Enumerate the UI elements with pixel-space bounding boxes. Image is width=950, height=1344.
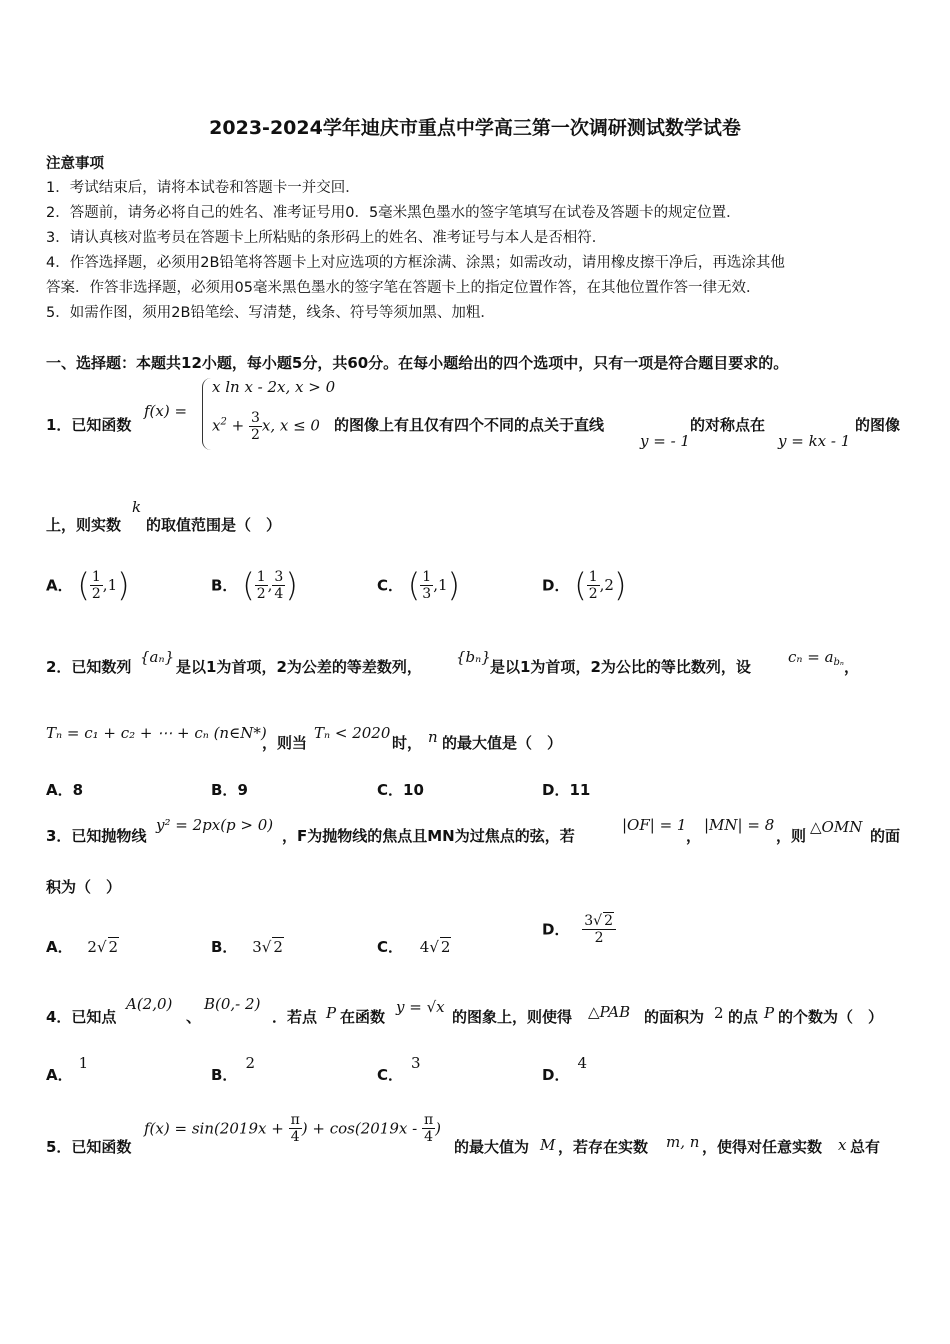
q4-number: 4．已知点 [46, 1008, 117, 1026]
q4-A: A(2,0) [126, 995, 173, 1013]
q2-bn: {bₙ} [456, 648, 491, 666]
q5-M: M [540, 1136, 556, 1154]
q2-cond: Tₙ < 2020 [314, 724, 391, 742]
q5-text3: ，使得对任意实数 [702, 1138, 823, 1156]
q1-text1: 的图像上有且仅有四个不同的点关于直线 [334, 416, 605, 434]
q4-text4: 的面积为 [644, 1008, 705, 1026]
notice-item-4-cont: 答案．作答非选择题，必须用05毫米黑色墨水的签字笔在答题卡上的指定位置作答，在其他位置作答一律无效． [46, 280, 761, 296]
q1-text4: 上，则实数 [46, 516, 122, 534]
q1-case1: x ln x - 2x, x > 0 [212, 378, 336, 396]
q2-cn: $c_n = a_{b_n}$ [788, 648, 844, 668]
q4-option-d[interactable]: D．4 [542, 1054, 587, 1084]
q4-two: 2 [714, 1004, 724, 1022]
q1-brace [202, 378, 211, 450]
page-title: 2023-2024学年迪庆市重点中学高三第一次调研测试数学试卷 [209, 117, 741, 139]
q5-text4: 总有 [850, 1138, 881, 1156]
q1-option-b[interactable]: B． ( $\frac{1}{2}$ , $\frac{3}{4}$ ) [211, 566, 298, 604]
q1-k: k [132, 498, 142, 516]
q2-text4: 时， [392, 734, 423, 752]
q2-an: {aₙ} [140, 648, 175, 666]
q5-text1: 的最大值为 [454, 1138, 530, 1156]
q2-number: 2．已知数列 [46, 658, 132, 676]
q2-option-a[interactable]: A．8 [46, 781, 84, 799]
q2-n: n [428, 728, 438, 746]
q5-mn: m, n [666, 1133, 700, 1151]
q4-fn: y = √x [396, 998, 445, 1016]
section-heading: 一、选择题：本题共12小题，每小题5分，共60分。在每小题给出的四个选项中，只有一项是符合题目要求的。 [46, 354, 789, 372]
q3-tri: △OMN [810, 818, 863, 836]
q1-text2: 的对称点在 [690, 416, 766, 434]
q2-text5: 的最大值是（ ） [442, 734, 563, 752]
notice-item-1: 1．考试结束后，请将本试卷和答题卡一并交回． [46, 180, 360, 196]
q3-option-c[interactable]: C． 4√ 2 [377, 938, 451, 956]
q3-text1: ，F为抛物线的焦点且MN为过焦点的弦，若 [282, 827, 575, 845]
q1-text3: 的图像 [855, 416, 901, 434]
q4-P: P [326, 1004, 337, 1022]
q4-text6: 的个数为（ ） [778, 1008, 884, 1026]
q1-option-c[interactable]: C． ( $\frac{1}{3}$ ,1) [377, 566, 460, 604]
notice-item-5: 5．如需作图，须用2B铅笔绘、写清楚，线条、符号等须加黑、加粗． [46, 305, 495, 321]
q4-text2: 在函数 [340, 1008, 386, 1026]
q1-line1: y = - 1 [640, 432, 690, 450]
q5-function: f(x) = sin(2019x + $\frac{\pi}{4}$ ) + cos(2019x - $\frac{\pi}{4}$ ) [144, 1112, 442, 1145]
q3-sep: ， [686, 827, 702, 845]
q3-text2: ，则 [776, 827, 807, 845]
q2-option-b[interactable]: B．9 [211, 781, 248, 799]
notice-item-3: 3．请认真核对监考员在答题卡上所粘贴的条形码上的姓名、准考证号与本人是否相符． [46, 230, 607, 246]
q2-comma: ， [844, 658, 860, 676]
q1-option-d[interactable]: D． ( $\frac{1}{2}$ ,2) [542, 566, 627, 604]
q2-option-d[interactable]: D．11 [542, 781, 591, 799]
notice-heading: 注意事项 [46, 156, 104, 172]
q4-B: B(0,- 2) [204, 995, 261, 1013]
q3-text3: 的面 [870, 827, 901, 845]
q1-fx: f(x) = [144, 402, 188, 420]
q4-P2: P [764, 1004, 775, 1022]
notice-item-2: 2．答题前，请务必将自己的姓名、准考证号用0．5毫米黑色墨水的签字笔填写在试卷及答题卡的规定位置． [46, 205, 741, 221]
q1-option-a[interactable]: A． ( $\frac{1}{2}$ ,1) [46, 566, 130, 604]
q2-text2: 是以1为首项，2为公比的等比数列，设 [490, 658, 751, 676]
q4-text5: 的点 [728, 1008, 759, 1026]
q1-line2: y = kx - 1 [778, 432, 851, 450]
q1-text5: 的取值范围是（ ） [146, 516, 282, 534]
q3-mn: |MN| = 8 [704, 816, 775, 834]
q2-option-c[interactable]: C．10 [377, 781, 424, 799]
q2-text1: 是以1为首项，2为公差的等差数列， [176, 658, 422, 676]
q3-text4: 积为（ ） [46, 878, 122, 896]
q4-tri: △PAB [588, 1003, 631, 1021]
q2-text3: ，则当 [262, 734, 308, 752]
q3-option-d[interactable]: D． $\frac{3√ 2}{2}$ [542, 912, 616, 946]
q3-eq: y² = 2px(p > 0) [156, 816, 274, 834]
notice-item-4: 4．作答选择题，必须用2B铅笔将答题卡上对应选项的方框涂满、涂黑；如需改动，请用橡皮擦干净后，再选涂其他 [46, 255, 785, 271]
q4-option-c[interactable]: C．3 [377, 1054, 421, 1084]
q3-option-a[interactable]: A． 2√ 2 [46, 938, 119, 956]
q4-text3: 的图象上，则使得 [452, 1008, 573, 1026]
q5-number: 5．已知函数 [46, 1138, 132, 1156]
q1-case2: $x^2$ + $\frac{3}{2}$ x, x ≤ 0 [212, 410, 320, 443]
q3-option-b[interactable]: B． 3√ 2 [211, 938, 283, 956]
q4-sep: 、 [186, 1008, 202, 1026]
q2-Tn: Tₙ = c₁ + c₂ + ⋯ + cₙ (n∈N*) [46, 724, 267, 742]
q5-text2: ，若存在实数 [558, 1138, 649, 1156]
q4-text1: ．若点 [272, 1008, 318, 1026]
q1-number: 1．已知函数 [46, 416, 132, 434]
q4-option-b[interactable]: B．2 [211, 1054, 255, 1084]
q3-number: 3．已知抛物线 [46, 827, 147, 845]
q4-option-a[interactable]: A．1 [46, 1054, 89, 1084]
q5-x: x [838, 1136, 847, 1154]
q3-of: |OF| = 1 [622, 816, 687, 834]
